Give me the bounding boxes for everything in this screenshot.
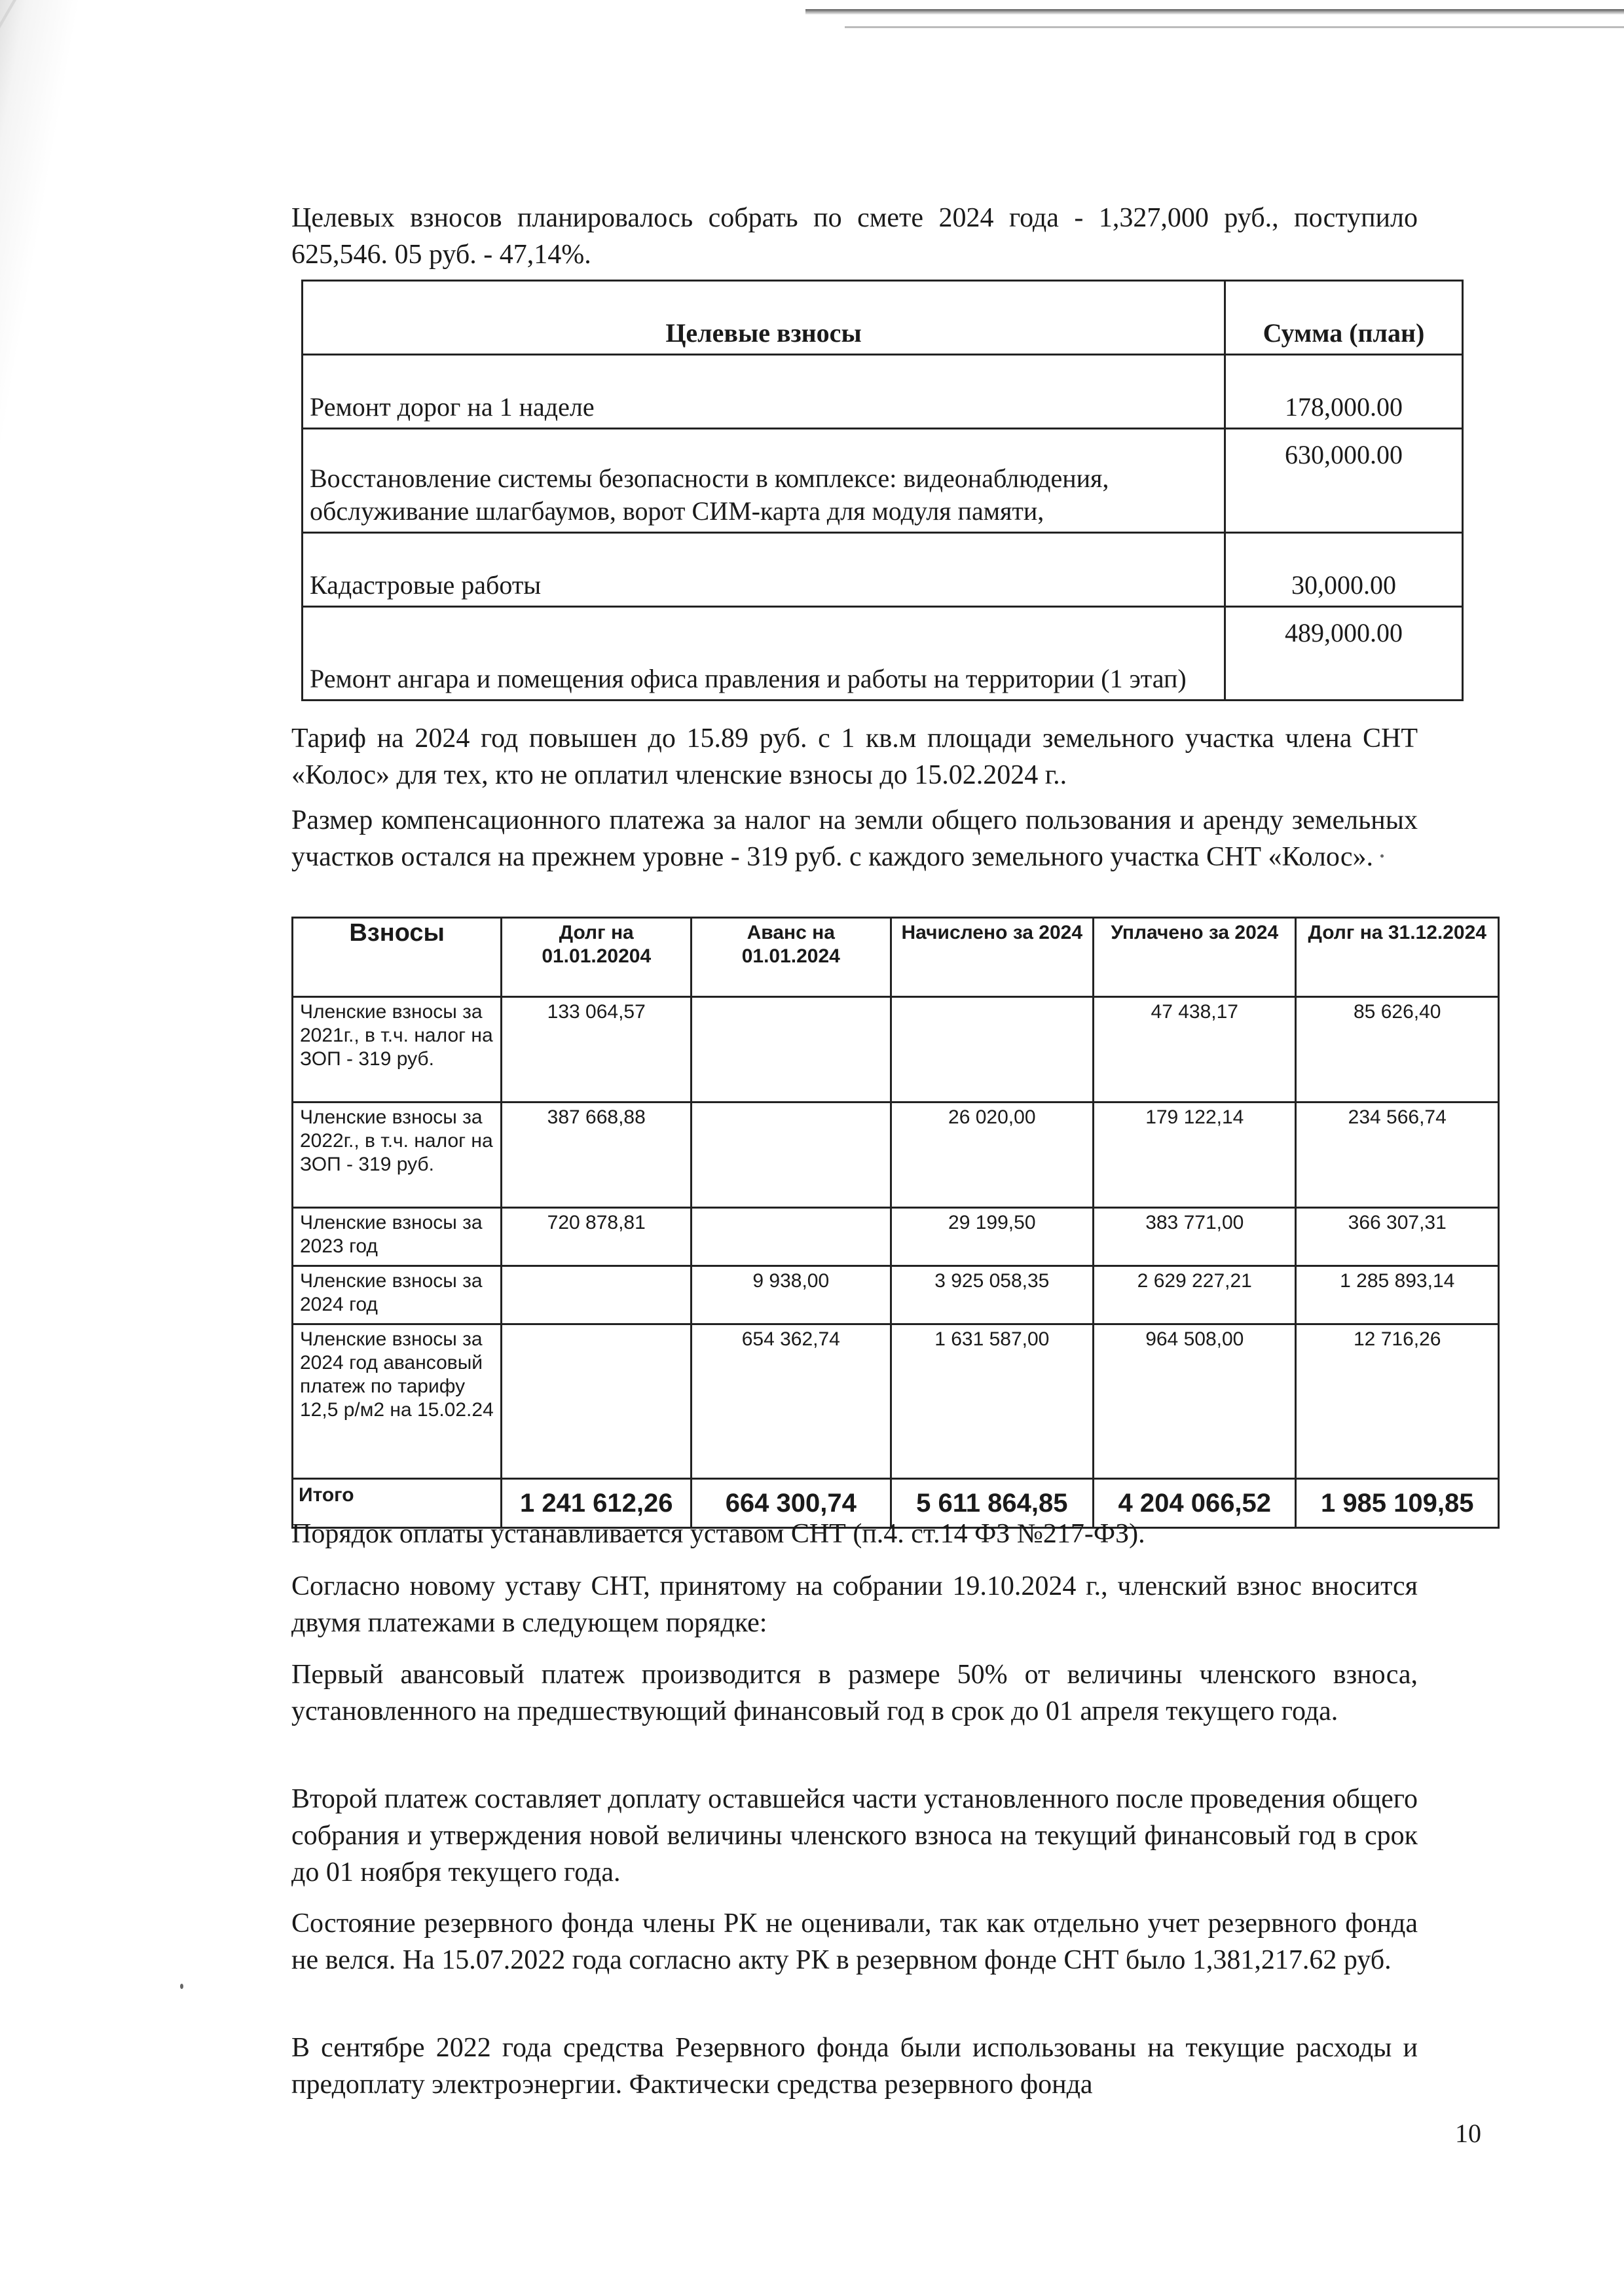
cell-accrued	[891, 997, 1094, 1102]
table-row	[303, 429, 1463, 533]
column-header-fees: Целевые взносы	[303, 281, 1225, 355]
total-advance: 664 300,74	[692, 1479, 891, 1528]
scan-speck	[1380, 854, 1384, 858]
membership-fees-table	[291, 917, 1500, 1529]
column-header-paid: Уплачено за 2024	[1094, 918, 1296, 997]
row-label: Ремонт ангара и помещения офиса правления и работы на территории (1 этап)	[303, 607, 1225, 701]
targeted-fees-table	[301, 280, 1464, 701]
row-label: Кадастровые работы	[303, 533, 1225, 607]
paragraph-payment-order: Порядок оплаты устанавливается уставом СНТ (п.4. ст.14 ФЗ №217-ФЗ).	[291, 1519, 1145, 1549]
cell-advance: 654 362,74	[692, 1324, 891, 1479]
table-row	[293, 1324, 1499, 1479]
cell-debt-start: 387 668,88	[502, 1102, 692, 1208]
total-accrued: 5 611 864,85	[891, 1479, 1094, 1528]
scan-top-edge	[805, 9, 1624, 14]
tariff-paragraph: Тариф на 2024 год повышен до 15.89 руб. с 1 кв.м площади земельного участка члена СНТ «Колос» для тех, кто не оплатил членские взносы до 15.02.2024 г..	[291, 723, 1418, 790]
cell-accrued: 26 020,00	[891, 1102, 1094, 1208]
table-header-row	[293, 918, 1499, 997]
row-label: Восстановление системы безопасности в комплексе: видеонаблюдения, обслуживание шлагбаумов, ворот СИМ-карта для модуля памяти,	[303, 429, 1225, 533]
cell-accrued: 3 925 058,35	[891, 1266, 1094, 1324]
scan-speck	[180, 1984, 183, 1989]
table-row	[303, 607, 1463, 701]
cell-debt-start: 133 064,57	[502, 997, 692, 1102]
column-header-fees: Взносы	[293, 918, 502, 997]
page-number: 10	[1455, 2119, 1481, 2148]
cell-debt-end: 234 566,74	[1296, 1102, 1499, 1208]
cell-advance: 9 938,00	[692, 1266, 891, 1324]
cell-paid: 47 438,17	[1094, 997, 1296, 1102]
cell-advance	[692, 1102, 891, 1208]
row-amount: 30,000.00	[1225, 533, 1463, 607]
scan-fold-edge	[0, 0, 278, 275]
table-row	[303, 355, 1463, 429]
cell-accrued: 1 631 587,00	[891, 1324, 1094, 1479]
row-label: Членские взносы за 2022г., в т.ч. налог на ЗОП - 319 руб.	[293, 1102, 502, 1208]
table-header-row	[303, 281, 1463, 355]
scan-shadow	[0, 0, 282, 2296]
paragraph-second-payment: Второй платеж составляет доплату оставшейся части установленного после проведения общего собрания и утверждения новой величины членского взноса на текущий финансовый год в срок до 01 ноября текущего года.	[291, 1784, 1418, 1887]
cell-debt-start	[502, 1266, 692, 1324]
compensation-paragraph: Размер компенсационного платежа за налог на земли общего пользования и аренду земельных участков остался на прежнем уровне - 319 руб. с каждого земельного участка СНТ «Колос».	[291, 805, 1418, 872]
row-label: Членские взносы за 2021г., в т.ч. налог на ЗОП - 319 руб.	[293, 997, 502, 1102]
column-header-debt-end: Долг на 31.12.2024	[1296, 918, 1499, 997]
row-label: Членские взносы за 2024 год	[293, 1266, 502, 1324]
cell-advance	[692, 1208, 891, 1266]
column-header-debt-start: Долг на 01.01.20204	[502, 918, 692, 997]
cell-accrued: 29 199,50	[891, 1208, 1094, 1266]
row-amount: 178,000.00	[1225, 355, 1463, 429]
paragraph-reserve-usage: В сентябре 2022 года средства Резервного фонда были использованы на текущие расходы и предоплату электроэнергии. Фактически средства резервного фонда	[291, 2033, 1418, 2100]
cell-paid: 383 771,00	[1094, 1208, 1296, 1266]
total-paid: 4 204 066,52	[1094, 1479, 1296, 1528]
total-label: Итого	[293, 1479, 502, 1528]
cell-paid: 2 629 227,21	[1094, 1266, 1296, 1324]
paragraph-new-charter: Согласно новому уставу СНТ, принятому на собрании 19.10.2024 г., членский взнос вносится двумя платежами в следующем порядке:	[291, 1571, 1418, 1638]
cell-debt-start	[502, 1324, 692, 1479]
cell-debt-start: 720 878,81	[502, 1208, 692, 1266]
table-row	[303, 533, 1463, 607]
table-row	[293, 1266, 1499, 1324]
cell-advance	[692, 997, 891, 1102]
cell-paid: 179 122,14	[1094, 1102, 1296, 1208]
cell-debt-end: 12 716,26	[1296, 1324, 1499, 1479]
cell-debt-end: 366 307,31	[1296, 1208, 1499, 1266]
row-label: Членские взносы за 2024 год авансовый платеж по тарифу 12,5 р/м2 на 15.02.24	[293, 1324, 502, 1479]
row-label: Членские взносы за 2023 год	[293, 1208, 502, 1266]
row-label: Ремонт дорог на 1 наделе	[303, 355, 1225, 429]
paragraph-first-payment: Первый авансовый платеж производится в размере 50% от величины членского взноса, установленного на предшествующий финансовый год в срок до 01 апреля текущего года.	[291, 1660, 1418, 1726]
table-row	[293, 1102, 1499, 1208]
table-row	[293, 997, 1499, 1102]
scan-top-edge-line	[845, 26, 1624, 28]
column-header-advance: Аванс на 01.01.2024	[692, 918, 891, 997]
total-debt-end: 1 985 109,85	[1296, 1479, 1499, 1528]
table-row	[293, 1208, 1499, 1266]
intro-paragraph: Целевых взносов планировалось собрать по смете 2024 года - 1,327,000 руб., поступило 625,546. 05 руб. - 47,14%.	[291, 203, 1418, 270]
column-header-accrued: Начислено за 2024	[891, 918, 1094, 997]
column-header-amount: Сумма (план)	[1225, 281, 1463, 355]
row-amount: 489,000.00	[1225, 607, 1463, 701]
cell-debt-end: 1 285 893,14	[1296, 1266, 1499, 1324]
total-debt-start: 1 241 612,26	[502, 1479, 692, 1528]
paragraph-reserve-fund: Состояние резервного фонда члены РК не оценивали, так как отдельно учет резервного фонда не велся. На 15.07.2022 года согласно акту РК в резервном фонде СНТ было 1,381,217.62 руб.	[291, 1908, 1418, 1975]
cell-debt-end: 85 626,40	[1296, 997, 1499, 1102]
cell-paid: 964 508,00	[1094, 1324, 1296, 1479]
row-amount: 630,000.00	[1225, 429, 1463, 533]
